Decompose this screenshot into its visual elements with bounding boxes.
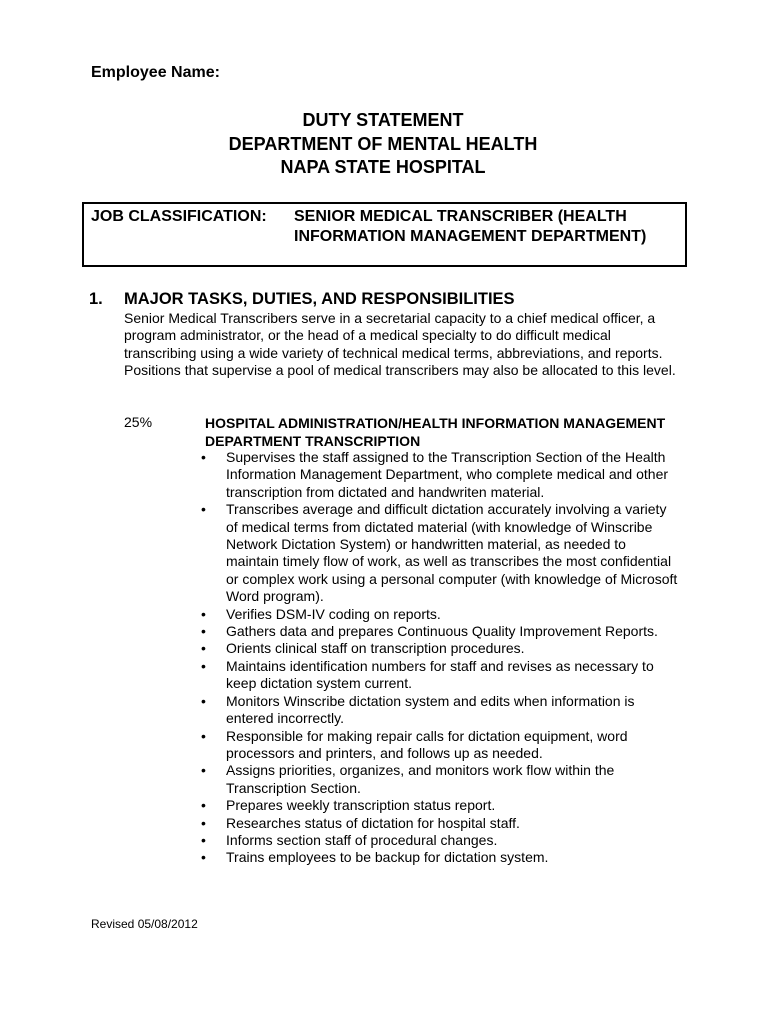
duties-list — [201, 449, 679, 867]
section-number: 1. — [89, 290, 103, 308]
duty-item — [201, 728, 679, 763]
duty-item — [201, 849, 679, 866]
bullet-icon: • — [201, 814, 206, 831]
duty-text: Monitors Winscribe dictation system and edits when information is entered incorrectly. — [226, 692, 635, 727]
bullet-icon: • — [201, 849, 206, 866]
bullet-icon: • — [201, 762, 206, 779]
section-heading: MAJOR TASKS, DUTIES, AND RESPONSIBILITIES — [124, 290, 515, 308]
task-heading: HOSPITAL ADMINISTRATION/HEALTH INFORMATION MANAGEMENT DEPARTMENT TRANSCRIPTION — [205, 415, 666, 449]
duty-text: Responsible for making repair calls for dictation equipment, word processors and printers, and follows up as needed. — [226, 727, 628, 761]
bullet-icon: • — [201, 501, 206, 518]
duty-item — [201, 501, 679, 605]
duty-item — [201, 832, 679, 849]
duty-item — [201, 762, 679, 797]
duty-text: Prepares weekly transcription status report. — [226, 797, 496, 814]
duty-item — [201, 693, 679, 728]
bullet-icon: • — [201, 797, 206, 814]
duty-item — [201, 797, 679, 814]
title-department: DEPARTMENT OF MENTAL HEALTH — [228, 133, 538, 154]
duty-item — [201, 815, 679, 832]
bullet-icon: • — [201, 692, 206, 709]
bullet-icon: • — [201, 605, 206, 622]
duty-item — [201, 449, 679, 501]
duty-text: Gathers data and prepares Continuous Quality Improvement Reports. — [226, 623, 658, 640]
duty-text: Maintains identification numbers for staff and revises as necessary to keep dictation system current. — [226, 657, 654, 692]
section-intro-paragraph: Senior Medical Transcribers serve in a secretarial capacity to a chief medical officer, a program administrator, or the head of a medical specialty to do difficult medical transcribing using a wide variety of technical medical terms, abbreviations, and reports. Positions that supervise a pool of medical transcribers may also be allocated to this level. — [124, 310, 676, 379]
title-duty-statement: DUTY STATEMENT — [302, 110, 464, 130]
duty-text: Orients clinical staff on transcription procedures. — [226, 640, 525, 657]
document-title-block — [0, 109, 770, 180]
duty-text: Informs section staff of procedural changes. — [226, 831, 498, 848]
bullet-icon: • — [201, 640, 206, 657]
duty-text: Assigns priorities, organizes, and monitors work flow within the Transcription Section. — [226, 762, 615, 796]
duty-item — [201, 658, 679, 693]
duty-text: Trains employees to be backup for dictation system. — [226, 849, 549, 866]
bullet-icon: • — [201, 657, 206, 674]
duty-text: Transcribes average and difficult dictation accurately involving a variety of medical terms from dictated material (with knowledge of Winscribe Network Dictation System) or handwritten material, as needed to maintain timely flow of work, as well as transcribes the most confidential or complex work using a personal computer (with knowledge of Microsoft Word program). — [226, 501, 678, 605]
bullet-icon: • — [201, 623, 206, 640]
job-classification-value: SENIOR MEDICAL TRANSCRIBER (HEALTH INFORMATION MANAGEMENT DEPARTMENT) — [294, 208, 647, 245]
duty-item — [201, 623, 679, 640]
job-classification-label: JOB CLASSIFICATION: — [91, 208, 267, 225]
bullet-icon: • — [201, 831, 206, 848]
revised-date: Revised 05/08/2012 — [91, 917, 198, 931]
duty-text: Researches status of dictation for hospital staff. — [226, 814, 520, 831]
task-percentage: 25% — [124, 414, 153, 430]
duty-item — [201, 640, 679, 657]
bullet-icon: • — [201, 449, 206, 465]
title-hospital: NAPA STATE HOSPITAL — [280, 157, 486, 177]
employee-name-label: Employee Name: — [91, 64, 220, 81]
duty-text: Supervises the staff assigned to the Transcription Section of the Health Information Management Department, who complete medical and other transcription from dictated and handwriten material. — [226, 449, 669, 500]
duty-item — [201, 606, 679, 623]
bullet-icon: • — [201, 727, 206, 744]
job-classification-box — [82, 202, 687, 267]
duty-text: Verifies DSM-IV coding on reports. — [226, 605, 441, 622]
